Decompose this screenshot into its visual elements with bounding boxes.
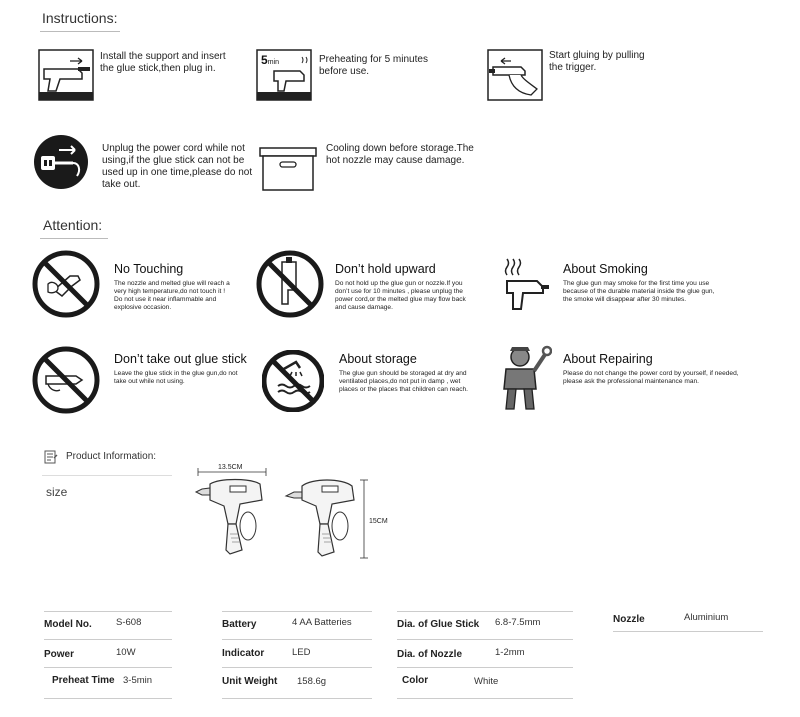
step-storage-text: Cooling down before storage.The hot nozzle may cause damage.	[326, 143, 474, 166]
no-upward-icon	[256, 250, 324, 318]
spec-divider	[613, 631, 763, 632]
height-dimension-label: 15CM	[369, 518, 388, 525]
spec-battery-value: 4 AA Batteries	[292, 617, 352, 628]
att-no-take-out-text: Leave the glue stick in the glue gun,do not take out while not using.	[114, 370, 238, 385]
spec-nozzle-dia-value: 1-2mm	[495, 647, 525, 658]
document-icon	[44, 450, 58, 464]
spec-divider	[222, 611, 372, 612]
spec-divider	[44, 698, 172, 699]
spec-model-value: S-608	[116, 617, 142, 628]
att-no-touch-text: The nozzle and melted glue will reach a very high temperature,do not touch it ! Do not use it near inflammable and explosive occasion.	[114, 280, 230, 311]
glue-gun-left-image	[190, 462, 280, 572]
att-no-touch-title: No Touching	[114, 262, 184, 276]
spec-divider	[44, 667, 172, 668]
att-storage-title: About storage	[339, 352, 417, 366]
step-unplug-text: Unplug the power cord while not using,if the glue stick can not be used up in one time,please do not take out.	[102, 143, 253, 190]
spec-preheat-label: Preheat Time	[52, 675, 115, 686]
no-damp-icon	[262, 350, 324, 412]
spec-glue-stick-value: 6.8-7.5mm	[495, 617, 541, 628]
instructions-underline	[40, 31, 120, 32]
preheat-badge-unit: min	[267, 59, 279, 66]
storage-box-icon	[258, 140, 318, 192]
att-smoke-text: The glue gun may smoke for the first time you use because of the durable material inside the glue gun, the smoke will disappear after 30 minutes.	[563, 280, 715, 303]
att-no-upward-title: Don’t hold upward	[335, 262, 436, 276]
no-touch-icon	[32, 250, 100, 318]
install-icon	[38, 49, 94, 101]
spec-power-label: Power	[44, 649, 75, 660]
spec-preheat-value: 3-5min	[123, 675, 153, 686]
spec-color-value: White	[474, 676, 499, 687]
size-label: size	[46, 485, 68, 499]
preheat-icon	[256, 49, 312, 101]
attention-underline	[40, 238, 108, 239]
product-info-title: Product Information:	[66, 451, 157, 462]
spec-weight-label: Unit Weight	[222, 676, 278, 687]
smoke-icon	[493, 255, 553, 315]
attention-title: Attention:	[43, 217, 103, 233]
spec-divider	[397, 667, 573, 668]
preheat-badge-number: 5	[261, 53, 268, 67]
repairman-icon	[494, 343, 552, 415]
spec-power-value: 10W	[116, 647, 136, 658]
att-smoke-title: About Smoking	[563, 262, 648, 276]
spec-battery-label: Battery	[222, 619, 257, 630]
spec-divider	[397, 639, 573, 640]
spec-divider	[397, 698, 573, 699]
spec-nozzle-dia-label: Dia. of Nozzle	[397, 649, 463, 660]
preheat-badge	[261, 53, 279, 67]
spec-weight-value: 158.6g	[297, 676, 327, 687]
spec-nozzle-value: Aluminium	[684, 612, 729, 623]
glue-gun-right-image	[280, 468, 380, 572]
spec-divider	[222, 667, 372, 668]
trigger-icon	[487, 49, 543, 101]
att-storage-text: The glue gun should be storaged at dry and ventilated places,do not put in damp , wet places or the places that children can reach.	[339, 370, 469, 393]
spec-divider	[222, 698, 372, 699]
att-repair-title: About Repairing	[563, 352, 653, 366]
instructions-title: Instructions:	[42, 10, 118, 26]
spec-model-label: Model No.	[44, 619, 92, 630]
spec-divider	[397, 611, 573, 612]
step-install-text: Install the support and insert the glue stick,then plug in.	[100, 51, 226, 74]
no-take-out-icon	[32, 346, 100, 414]
att-no-take-out-title: Don’t take out glue stick	[114, 352, 247, 366]
step-trigger-text: Start gluing by pulling the trigger.	[549, 50, 645, 73]
spec-nozzle-label: Nozzle	[613, 614, 645, 625]
att-repair-text: Please do not change the power cord by yourself, if needed, please ask the professional maintenance man.	[563, 370, 739, 385]
spec-color-label: Color	[402, 675, 429, 686]
unplug-icon	[33, 134, 89, 190]
step-preheat-text: Preheating for 5 minutes before use.	[319, 54, 428, 77]
att-no-upward-text: Do not hold up the glue gun or nozzle.If you don’t use for 10 minutes , please unplug the power cord,or the melted glue may flow back and cause damage.	[335, 280, 466, 311]
spec-divider	[44, 639, 172, 640]
spec-divider	[44, 611, 172, 612]
spec-indicator-label: Indicator	[222, 648, 265, 659]
spec-divider	[222, 639, 372, 640]
spec-glue-stick-label: Dia. of Glue Stick	[397, 619, 480, 630]
width-dimension-label: 13.5CM	[218, 464, 243, 471]
product-info-underline	[42, 475, 172, 476]
spec-indicator-value: LED	[292, 647, 311, 658]
